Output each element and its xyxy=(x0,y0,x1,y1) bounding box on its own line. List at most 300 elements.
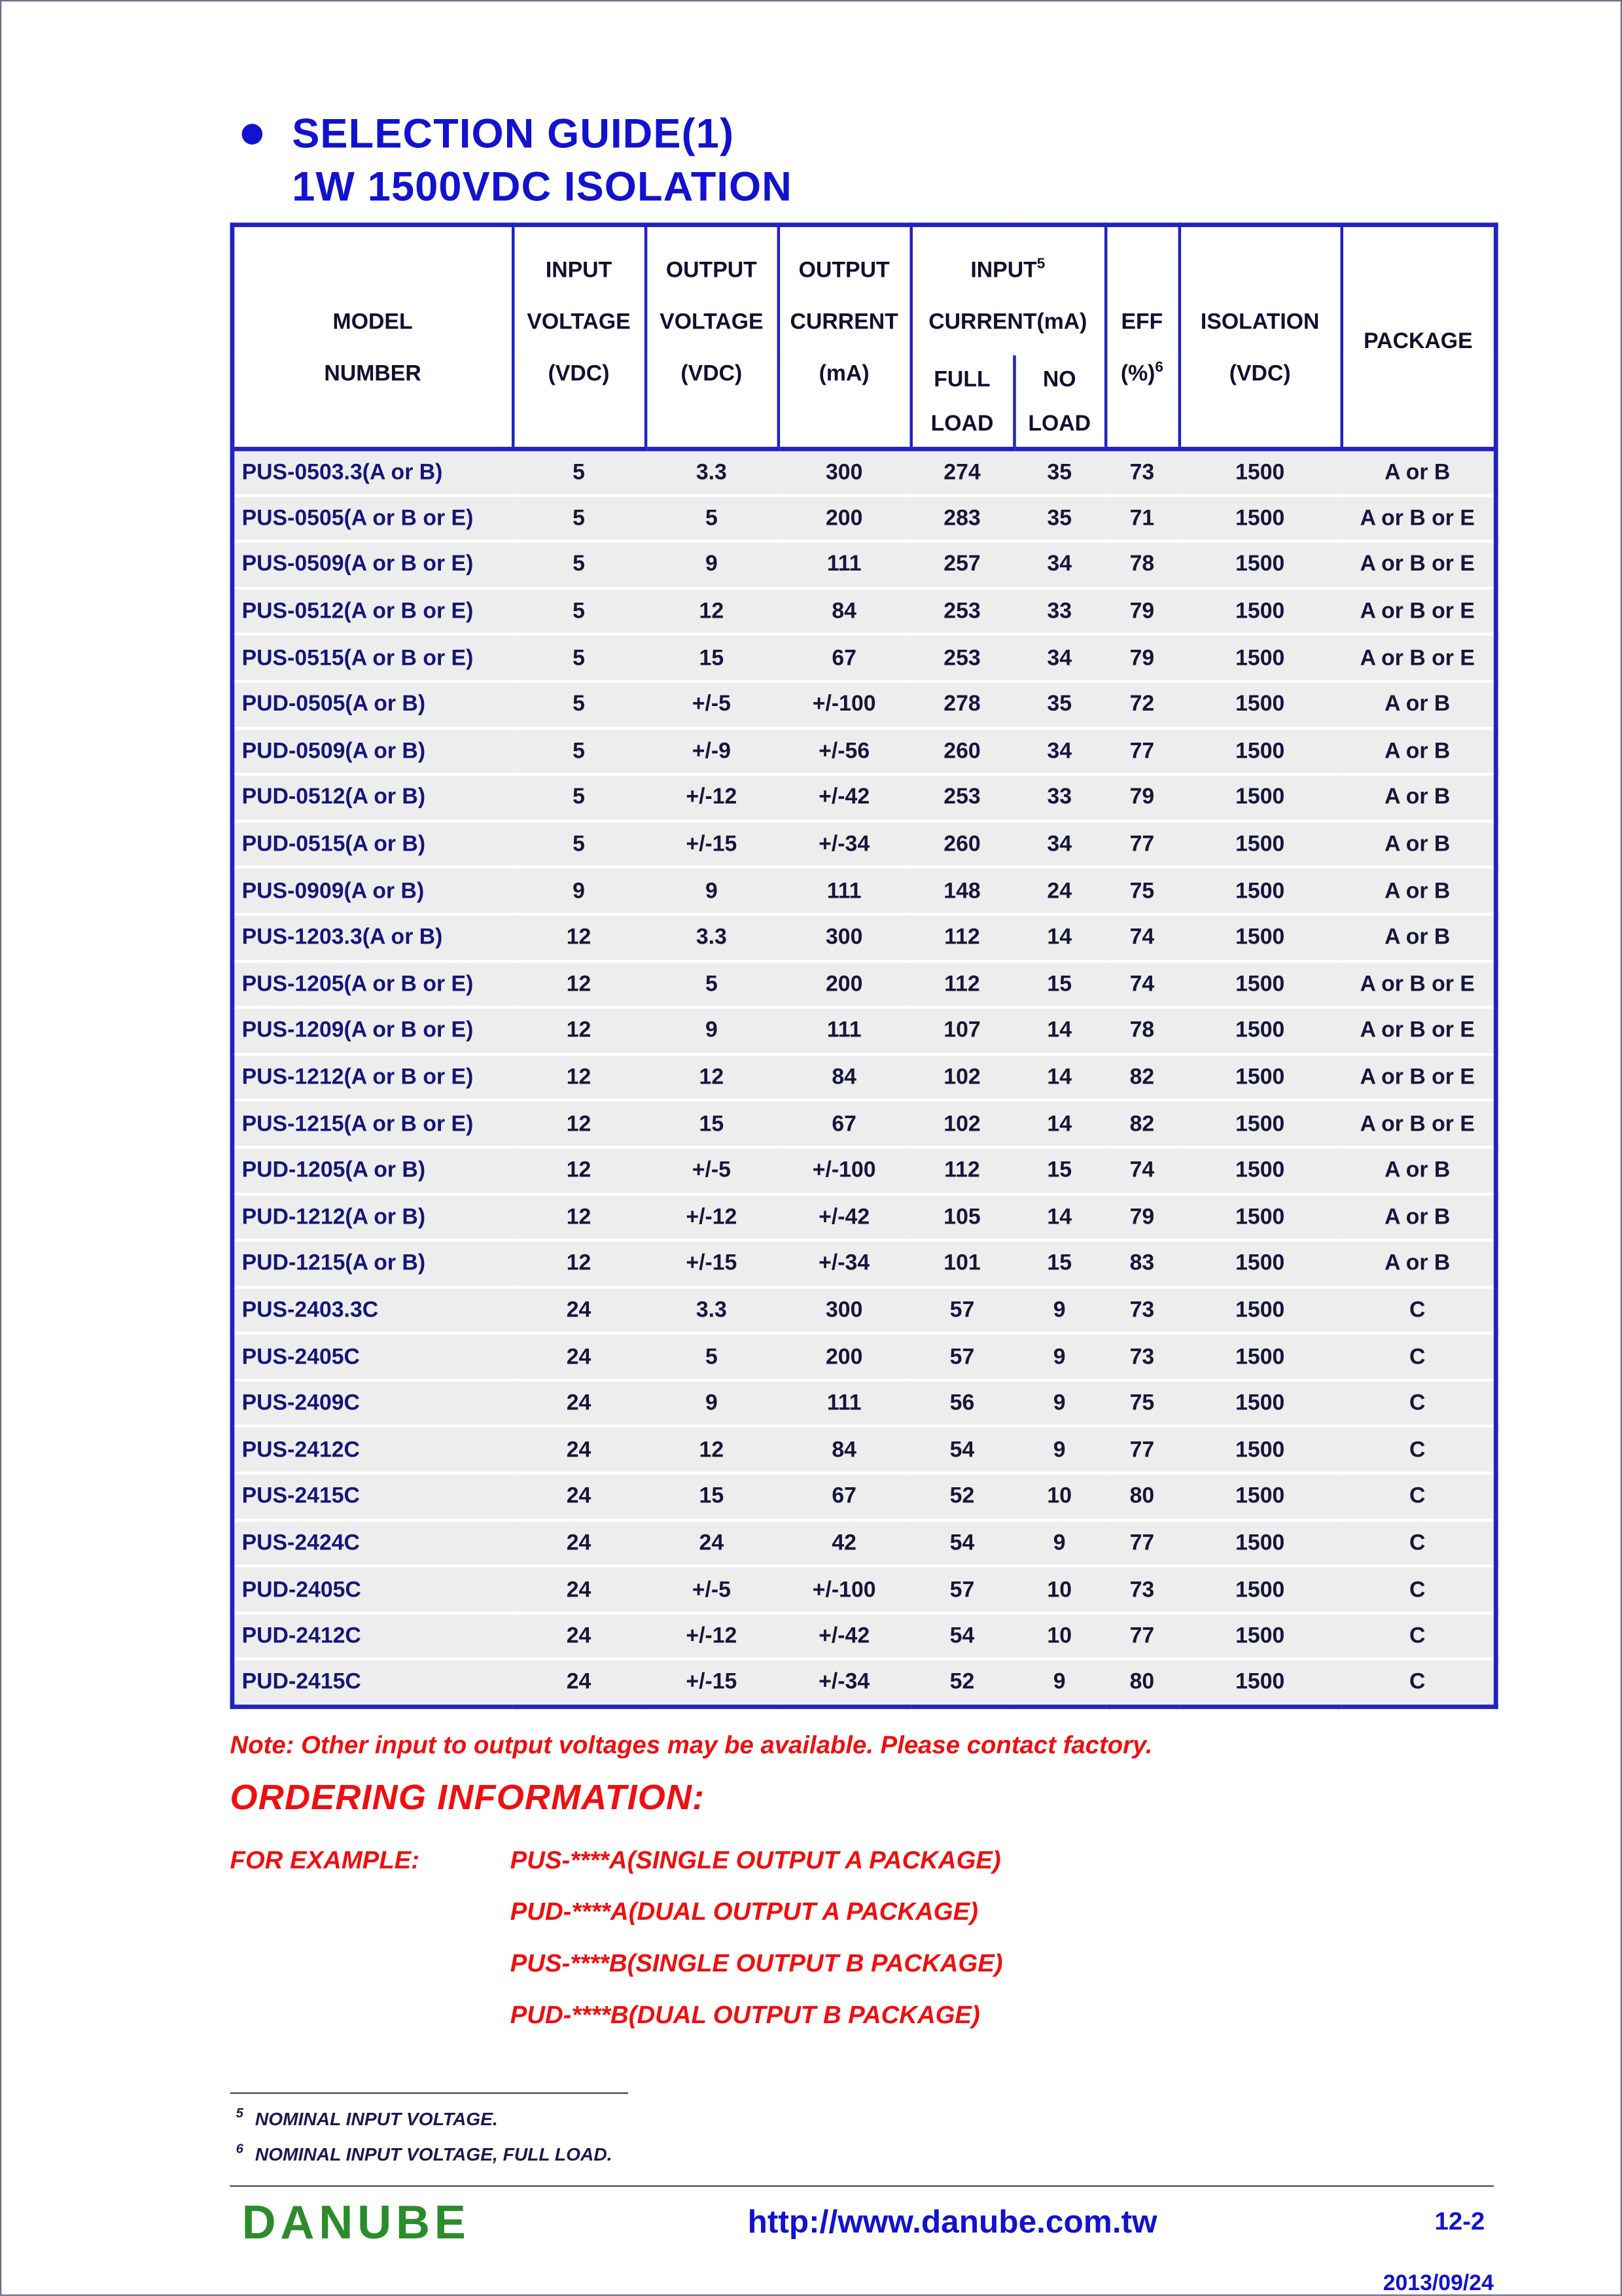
cell-vin: 12 xyxy=(512,1147,645,1193)
footnote-number: 5 xyxy=(236,2105,243,2120)
cell-model: PUS-2424C xyxy=(232,1520,512,1566)
cell-iout: +/-100 xyxy=(778,1147,911,1193)
header-line: MODEL xyxy=(332,309,413,335)
cell-ifull: 107 xyxy=(911,1007,1014,1053)
cell-vin: 5 xyxy=(512,821,645,868)
cell-model: PUS-2412C xyxy=(232,1426,512,1473)
col-header-input-current xyxy=(911,225,1105,355)
cell-vout: 3.3 xyxy=(645,914,778,961)
cell-vout: 24 xyxy=(645,1520,778,1566)
header-line: (VDC) xyxy=(1229,361,1291,387)
col-header-output-current xyxy=(778,225,911,448)
cell-iout: +/-42 xyxy=(778,1613,911,1659)
cell-inoload: 34 xyxy=(1014,821,1105,868)
cell-iso: 1500 xyxy=(1179,495,1341,541)
cell-eff: 83 xyxy=(1105,1240,1179,1286)
cell-vout: 3.3 xyxy=(645,1287,778,1333)
cell-eff: 79 xyxy=(1105,774,1179,821)
cell-eff: 79 xyxy=(1105,1193,1179,1240)
col-header-isolation xyxy=(1179,225,1341,448)
cell-eff: 77 xyxy=(1105,728,1179,774)
cell-eff: 80 xyxy=(1105,1473,1179,1519)
ordering-example: PUS-****A(SINGLE OUTPUT A PACKAGE) xyxy=(510,1845,1001,1874)
factory-note: Note: Other input to output voltages may be available. Please contact factory. xyxy=(230,1730,1153,1759)
cell-ifull: 56 xyxy=(911,1380,1014,1426)
cell-model: PUS-1209(A or B or E) xyxy=(232,1007,512,1053)
table-row xyxy=(232,1333,1496,1380)
cell-eff: 78 xyxy=(1105,1007,1179,1053)
cell-iout: 300 xyxy=(778,1287,911,1333)
cell-inoload: 9 xyxy=(1014,1426,1105,1473)
cell-eff: 73 xyxy=(1105,1287,1179,1333)
header-line: (%)$^6$ xyxy=(1120,359,1163,387)
cell-eff: 79 xyxy=(1105,635,1179,681)
table-row xyxy=(232,1566,1496,1613)
cell-iso: 1500 xyxy=(1179,1054,1341,1101)
cell-pkg: A or B xyxy=(1341,868,1496,914)
cell-vout: +/-15 xyxy=(645,1659,778,1706)
cell-pkg: C xyxy=(1341,1473,1496,1519)
table-row xyxy=(232,1007,1496,1053)
cell-vout: +/-5 xyxy=(645,681,778,728)
cell-ifull: 274 xyxy=(911,448,1014,495)
cell-iso: 1500 xyxy=(1179,1380,1341,1426)
cell-iout: 111 xyxy=(778,1007,911,1053)
cell-ifull: 253 xyxy=(911,774,1014,821)
footnote-number: 6 xyxy=(236,2140,243,2156)
cell-model: PUS-2405C xyxy=(232,1333,512,1380)
cell-inoload: 9 xyxy=(1014,1659,1105,1706)
cell-eff: 74 xyxy=(1105,1147,1179,1193)
cell-pkg: C xyxy=(1341,1380,1496,1426)
cell-iout: 200 xyxy=(778,495,911,541)
cell-vout: 15 xyxy=(645,635,778,681)
cell-vin: 5 xyxy=(512,588,645,635)
cell-iso: 1500 xyxy=(1179,635,1341,681)
cell-pkg: A or B or E xyxy=(1341,588,1496,635)
cell-pkg: A or B or E xyxy=(1341,541,1496,588)
cell-ifull: 102 xyxy=(911,1054,1014,1101)
cell-iso: 1500 xyxy=(1179,774,1341,821)
cell-vout: 5 xyxy=(645,1333,778,1380)
cell-pkg: A or B or E xyxy=(1341,635,1496,681)
cell-pkg: C xyxy=(1341,1333,1496,1380)
table-row xyxy=(232,1101,1496,1147)
cell-model: PUD-0505(A or B) xyxy=(232,681,512,728)
cell-iso: 1500 xyxy=(1179,1520,1341,1566)
cell-iso: 1500 xyxy=(1179,1426,1341,1473)
cell-iout: 300 xyxy=(778,448,911,495)
cell-iso: 1500 xyxy=(1179,1240,1341,1286)
cell-iout: +/-34 xyxy=(778,1659,911,1706)
cell-model: PUS-0909(A or B) xyxy=(232,868,512,914)
cell-iout: 67 xyxy=(778,1101,911,1147)
cell-eff: 73 xyxy=(1105,448,1179,495)
table-row xyxy=(232,1659,1496,1706)
table-row xyxy=(232,495,1496,541)
table-row xyxy=(232,1147,1496,1193)
cell-pkg: A or B xyxy=(1341,1240,1496,1286)
table-row xyxy=(232,728,1496,774)
ordering-information-heading: ORDERING INFORMATION: xyxy=(230,1777,705,1818)
cell-model: PUD-1215(A or B) xyxy=(232,1240,512,1286)
footnote-divider xyxy=(230,2092,628,2093)
cell-inoload: 34 xyxy=(1014,635,1105,681)
header-line: NUMBER xyxy=(324,361,421,387)
table-row xyxy=(232,1287,1496,1333)
header-line: CURRENT xyxy=(790,309,898,335)
cell-eff: 73 xyxy=(1105,1566,1179,1613)
cell-inoload: 14 xyxy=(1014,1007,1105,1053)
cell-pkg: C xyxy=(1341,1287,1496,1333)
cell-eff: 80 xyxy=(1105,1659,1179,1706)
header-line: (VDC) xyxy=(548,361,610,387)
cell-vout: 15 xyxy=(645,1101,778,1147)
table-row xyxy=(232,541,1496,588)
cell-eff: 77 xyxy=(1105,1613,1179,1659)
cell-iso: 1500 xyxy=(1179,1333,1341,1380)
cell-model: PUS-1205(A or B or E) xyxy=(232,961,512,1007)
cell-pkg: A or B or E xyxy=(1341,1101,1496,1147)
table-row xyxy=(232,914,1496,961)
cell-pkg: A or B or E xyxy=(1341,1007,1496,1053)
cell-vout: +/-15 xyxy=(645,1240,778,1286)
cell-inoload: 9 xyxy=(1014,1520,1105,1566)
page-subtitle: 1W 1500VDC ISOLATION xyxy=(292,164,792,210)
cell-iso: 1500 xyxy=(1179,1193,1341,1240)
cell-pkg: C xyxy=(1341,1659,1496,1706)
cell-vin: 12 xyxy=(512,1240,645,1286)
cell-pkg: A or B xyxy=(1341,1147,1496,1193)
cell-vout: 9 xyxy=(645,541,778,588)
cell-pkg: A or B or E xyxy=(1341,1054,1496,1101)
ordering-example: PUS-****B(SINGLE OUTPUT B PACKAGE) xyxy=(510,1949,1003,1977)
cell-eff: 77 xyxy=(1105,821,1179,868)
table-row xyxy=(232,961,1496,1007)
cell-ifull: 112 xyxy=(911,914,1014,961)
cell-iout: +/-56 xyxy=(778,728,911,774)
ordering-example: PUD-****A(DUAL OUTPUT A PACKAGE) xyxy=(510,1897,978,1926)
cell-ifull: 283 xyxy=(911,495,1014,541)
cell-eff: 75 xyxy=(1105,1380,1179,1426)
cell-eff: 74 xyxy=(1105,914,1179,961)
header-line: EFF xyxy=(1121,309,1163,335)
cell-ifull: 54 xyxy=(911,1520,1014,1566)
cell-inoload: 9 xyxy=(1014,1380,1105,1426)
cell-pkg: A or B xyxy=(1341,681,1496,728)
cell-vout: +/-15 xyxy=(645,821,778,868)
cell-iout: 42 xyxy=(778,1520,911,1566)
cell-inoload: 14 xyxy=(1014,1193,1105,1240)
cell-ifull: 57 xyxy=(911,1333,1014,1380)
cell-ifull: 52 xyxy=(911,1473,1014,1519)
cell-inoload: 14 xyxy=(1014,1101,1105,1147)
cell-eff: 72 xyxy=(1105,681,1179,728)
cell-pkg: C xyxy=(1341,1520,1496,1566)
col-header-package: PACKAGE xyxy=(1341,225,1496,448)
cell-model: PUS-0512(A or B or E) xyxy=(232,588,512,635)
cell-inoload: 34 xyxy=(1014,541,1105,588)
header-line: NO xyxy=(1042,366,1076,392)
cell-iso: 1500 xyxy=(1179,541,1341,588)
cell-vin: 24 xyxy=(512,1333,645,1380)
table-row xyxy=(232,1193,1496,1240)
cell-model: PUD-2412C xyxy=(232,1613,512,1659)
cell-pkg: A or B xyxy=(1341,774,1496,821)
cell-vin: 24 xyxy=(512,1520,645,1566)
cell-vout: 5 xyxy=(645,495,778,541)
cell-vin: 12 xyxy=(512,1101,645,1147)
cell-vout: +/-12 xyxy=(645,1613,778,1659)
cell-vout: 15 xyxy=(645,1473,778,1519)
table-row xyxy=(232,1380,1496,1426)
cell-vout: +/-12 xyxy=(645,774,778,821)
header-line: (VDC) xyxy=(680,361,743,387)
cell-vout: 12 xyxy=(645,588,778,635)
cell-pkg: A or B or E xyxy=(1341,495,1496,541)
cell-vout: 12 xyxy=(645,1426,778,1473)
cell-eff: 71 xyxy=(1105,495,1179,541)
cell-pkg: A or B xyxy=(1341,821,1496,868)
header-line: CURRENT(mA) xyxy=(928,309,1087,335)
cell-ifull: 253 xyxy=(911,588,1014,635)
cell-vout: +/-5 xyxy=(645,1566,778,1613)
col-header-output-voltage xyxy=(645,225,778,448)
header-line: INPUT xyxy=(545,258,612,283)
cell-model: PUD-0512(A or B) xyxy=(232,774,512,821)
col-header-input-voltage xyxy=(512,225,645,448)
cell-iso: 1500 xyxy=(1179,1659,1341,1706)
cell-vin: 12 xyxy=(512,1054,645,1101)
cell-vin: 12 xyxy=(512,914,645,961)
for-example-label: FOR EXAMPLE: xyxy=(230,1845,420,1874)
cell-model: PUS-2403.3C xyxy=(232,1287,512,1333)
cell-inoload: 9 xyxy=(1014,1333,1105,1380)
cell-vin: 24 xyxy=(512,1566,645,1613)
cell-inoload: 15 xyxy=(1014,1147,1105,1193)
col-header-model xyxy=(232,225,512,448)
cell-vout: 3.3 xyxy=(645,448,778,495)
cell-vin: 12 xyxy=(512,1007,645,1053)
cell-iso: 1500 xyxy=(1179,1007,1341,1053)
table-header xyxy=(232,225,1496,448)
cell-eff: 77 xyxy=(1105,1426,1179,1473)
cell-iso: 1500 xyxy=(1179,728,1341,774)
cell-vin: 5 xyxy=(512,774,645,821)
cell-pkg: C xyxy=(1341,1613,1496,1659)
cell-vin: 9 xyxy=(512,868,645,914)
table-row xyxy=(232,448,1496,495)
ordering-example: PUD-****B(DUAL OUTPUT B PACKAGE) xyxy=(510,2000,980,2028)
cell-vout: 5 xyxy=(645,961,778,1007)
header-line: VOLTAGE xyxy=(527,309,631,335)
cell-inoload: 35 xyxy=(1014,448,1105,495)
cell-iout: 84 xyxy=(778,1426,911,1473)
cell-ifull: 257 xyxy=(911,541,1014,588)
cell-model: PUS-1215(A or B or E) xyxy=(232,1101,512,1147)
table-row xyxy=(232,1240,1496,1286)
cell-model: PUD-0509(A or B) xyxy=(232,728,512,774)
cell-eff: 74 xyxy=(1105,961,1179,1007)
cell-vin: 24 xyxy=(512,1613,645,1659)
cell-inoload: 10 xyxy=(1014,1473,1105,1519)
cell-ifull: 148 xyxy=(911,868,1014,914)
cell-iout: +/-34 xyxy=(778,1240,911,1286)
cell-model: PUD-0515(A or B) xyxy=(232,821,512,868)
cell-inoload: 35 xyxy=(1014,495,1105,541)
cell-ifull: 260 xyxy=(911,821,1014,868)
cell-ifull: 112 xyxy=(911,961,1014,1007)
cell-model: PUS-2415C xyxy=(232,1473,512,1519)
cell-pkg: A or B xyxy=(1341,728,1496,774)
cell-model: PUS-1212(A or B or E) xyxy=(232,1054,512,1101)
col-header-full-load xyxy=(911,355,1014,448)
cell-eff: 82 xyxy=(1105,1054,1179,1101)
cell-iout: 111 xyxy=(778,1380,911,1426)
cell-ifull: 54 xyxy=(911,1613,1014,1659)
cell-inoload: 24 xyxy=(1014,868,1105,914)
footer xyxy=(230,2195,1494,2250)
cell-eff: 79 xyxy=(1105,588,1179,635)
cell-iso: 1500 xyxy=(1179,1613,1341,1659)
cell-vin: 12 xyxy=(512,961,645,1007)
cell-ifull: 278 xyxy=(911,681,1014,728)
cell-iso: 1500 xyxy=(1179,1566,1341,1613)
cell-iso: 1500 xyxy=(1179,1473,1341,1519)
header-line: OUTPUT xyxy=(798,258,890,283)
footnote-5: $^5$ NOMINAL INPUT VOLTAGE. xyxy=(236,2105,498,2129)
cell-model: PUS-0515(A or B or E) xyxy=(232,635,512,681)
table-row xyxy=(232,1520,1496,1566)
footnote-ref-6: 6 xyxy=(1155,359,1163,376)
cell-vin: 24 xyxy=(512,1287,645,1333)
revision-date: 2013/09/24 xyxy=(1383,2270,1494,2296)
cell-vin: 12 xyxy=(512,1193,645,1240)
cell-iout: +/-42 xyxy=(778,1193,911,1240)
cell-iout: 111 xyxy=(778,868,911,914)
cell-vout: +/-12 xyxy=(645,1193,778,1240)
cell-iout: 200 xyxy=(778,1333,911,1380)
header-line: VOLTAGE xyxy=(660,309,764,335)
cell-inoload: 14 xyxy=(1014,1054,1105,1101)
cell-iso: 1500 xyxy=(1179,821,1341,868)
bullet-icon xyxy=(242,124,263,145)
cell-vin: 24 xyxy=(512,1659,645,1706)
cell-ifull: 105 xyxy=(911,1193,1014,1240)
cell-iout: 67 xyxy=(778,635,911,681)
cell-ifull: 57 xyxy=(911,1287,1014,1333)
cell-vin: 5 xyxy=(512,541,645,588)
cell-iout: 84 xyxy=(778,588,911,635)
table-row xyxy=(232,681,1496,728)
cell-eff: 73 xyxy=(1105,1333,1179,1380)
cell-eff: 78 xyxy=(1105,541,1179,588)
cell-ifull: 260 xyxy=(911,728,1014,774)
cell-iso: 1500 xyxy=(1179,1147,1341,1193)
cell-inoload: 35 xyxy=(1014,681,1105,728)
cell-inoload: 10 xyxy=(1014,1566,1105,1613)
cell-vout: 12 xyxy=(645,1054,778,1101)
cell-iso: 1500 xyxy=(1179,868,1341,914)
header-line: (mA) xyxy=(819,361,870,387)
cell-eff: 77 xyxy=(1105,1520,1179,1566)
cell-pkg: A or B xyxy=(1341,1193,1496,1240)
table-row xyxy=(232,635,1496,681)
cell-iout: +/-34 xyxy=(778,821,911,868)
footnote-ref-5: 5 xyxy=(1036,256,1046,273)
title-block xyxy=(230,1,1494,211)
cell-vin: 24 xyxy=(512,1380,645,1426)
table-row xyxy=(232,1473,1496,1519)
cell-iout: 67 xyxy=(778,1473,911,1519)
cell-ifull: 54 xyxy=(911,1426,1014,1473)
cell-vin: 5 xyxy=(512,681,645,728)
cell-vin: 24 xyxy=(512,1473,645,1519)
cell-model: PUS-0505(A or B or E) xyxy=(232,495,512,541)
header-line: LOAD xyxy=(1028,410,1091,436)
cell-pkg: C xyxy=(1341,1566,1496,1613)
cell-vin: 5 xyxy=(512,448,645,495)
cell-vout: 9 xyxy=(645,1007,778,1053)
cell-iout: +/-42 xyxy=(778,774,911,821)
col-header-no-load xyxy=(1014,355,1105,448)
cell-pkg: C xyxy=(1341,1426,1496,1473)
cell-vin: 5 xyxy=(512,728,645,774)
cell-inoload: 10 xyxy=(1014,1613,1105,1659)
table-row xyxy=(232,1426,1496,1473)
cell-inoload: 15 xyxy=(1014,961,1105,1007)
table-row xyxy=(232,868,1496,914)
cell-model: PUS-0509(A or B or E) xyxy=(232,541,512,588)
cell-vin: 5 xyxy=(512,635,645,681)
cell-iout: +/-100 xyxy=(778,1566,911,1613)
cell-iso: 1500 xyxy=(1179,681,1341,728)
page-number: 12-2 xyxy=(1434,2208,1485,2236)
cell-ifull: 112 xyxy=(911,1147,1014,1193)
cell-inoload: 9 xyxy=(1014,1287,1105,1333)
cell-iso: 1500 xyxy=(1179,588,1341,635)
col-header-eff xyxy=(1105,225,1179,448)
table-body xyxy=(232,448,1496,1706)
cell-vin: 5 xyxy=(512,495,645,541)
footer-divider xyxy=(230,2185,1494,2186)
header-line: FULL xyxy=(934,366,991,392)
cell-eff: 82 xyxy=(1105,1101,1179,1147)
cell-model: PUD-2405C xyxy=(232,1566,512,1613)
cell-pkg: A or B xyxy=(1341,448,1496,495)
cell-iout: 200 xyxy=(778,961,911,1007)
cell-model: PUS-0503.3(A or B) xyxy=(232,448,512,495)
cell-iout: 300 xyxy=(778,914,911,961)
header-line: OUTPUT xyxy=(665,258,757,283)
table-row xyxy=(232,774,1496,821)
cell-vin: 24 xyxy=(512,1426,645,1473)
cell-inoload: 15 xyxy=(1014,1240,1105,1286)
cell-ifull: 52 xyxy=(911,1659,1014,1706)
cell-inoload: 34 xyxy=(1014,728,1105,774)
cell-model: PUD-2415C xyxy=(232,1659,512,1706)
header-line: INPUT$^5$ xyxy=(970,256,1046,283)
cell-iout: +/-100 xyxy=(778,681,911,728)
cell-vout: 9 xyxy=(645,868,778,914)
cell-eff: 75 xyxy=(1105,868,1179,914)
cell-inoload: 33 xyxy=(1014,588,1105,635)
selection-guide-table xyxy=(230,222,1498,1708)
cell-iso: 1500 xyxy=(1179,1287,1341,1333)
cell-iso: 1500 xyxy=(1179,448,1341,495)
header-line: ISOLATION xyxy=(1200,309,1320,335)
website-link[interactable]: http://www.danube.com.tw xyxy=(747,2203,1157,2240)
